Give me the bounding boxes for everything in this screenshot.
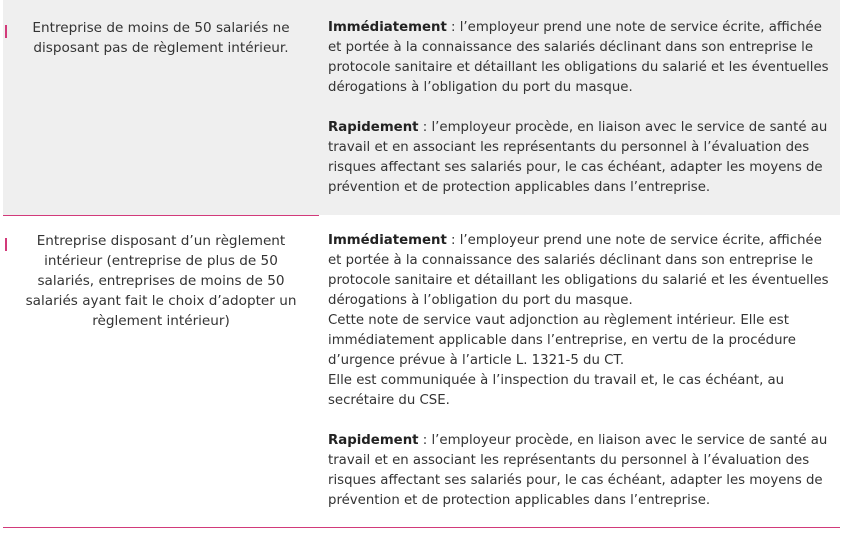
rapid-label: Rapidement — [328, 433, 419, 448]
case-description: Entreprise de moins de 50 salariés ne disposant pas de règlement intérieur. — [32, 20, 290, 56]
rapid-label: Rapidement — [328, 120, 419, 135]
measures-cell — [320, 216, 840, 527]
immediate-paragraph — [328, 231, 833, 411]
rapid-text: : l’employeur procède, en liaison avec le service de santé au travail et en associant les représentants du personnel à l’évaluation des risques affectant ses salariés pour, le cas échéant, adapter les moyens de prévention et de protection applicables dans l’entreprise. — [328, 433, 828, 508]
immediate-text: : l’employeur prend une note de service écrite, affichée et portée à la connaissance des salariés déclinant dans son entreprise le protocole sanitaire et détaillant les obligations du salarié et les éventuelles dérogations à l’obligation du port du masque. — [328, 233, 829, 308]
table-row — [3, 216, 840, 527]
measures-text — [328, 18, 833, 198]
accent-marker — [5, 25, 7, 38]
immediate-paragraph — [328, 18, 833, 98]
table-bottom-rule — [3, 527, 840, 528]
rapid-paragraph — [328, 118, 833, 198]
case-description: Entreprise disposant d’un règlement intérieur (entreprise de plus de 50 salariés, entreprises de moins de 50 salariés ayant fait le choix d’adopter un règlement intérieur) — [25, 233, 297, 329]
rapid-text: : l’employeur procède, en liaison avec le service de santé au travail et en associant les représentants du personnel à l’évaluation des risques affectant ses salariés pour, le cas échéant, adapter les moyens de prévention et de protection applicables dans l’entreprise. — [328, 120, 828, 195]
rapid-paragraph — [328, 431, 833, 511]
case-cell — [3, 0, 317, 215]
table-row — [3, 0, 840, 215]
note-communication: Elle est communiquée à l’inspection du travail et, le cas échéant, au secrétaire du CSE. — [328, 373, 785, 408]
measures-text — [328, 231, 833, 511]
immediate-label: Immédiatement — [328, 20, 447, 35]
immediate-text: : l’employeur prend une note de service écrite, affichée et portée à la connaissance des salariés déclinant dans son entreprise le protocole sanitaire et détaillant les obligations du salarié et les éventuelles dérogations à l’obligation du port du masque. — [328, 20, 829, 95]
immediate-label: Immédiatement — [328, 233, 447, 248]
note-adjunction: Cette note de service vaut adjonction au règlement intérieur. Elle est immédiatement applicable dans l’entreprise, en vertu de la procédure d’urgence prévue à l’article L. 1321-5 du CT. — [328, 313, 796, 368]
case-cell — [3, 216, 317, 527]
accent-marker — [5, 238, 7, 251]
measures-cell — [320, 0, 840, 215]
